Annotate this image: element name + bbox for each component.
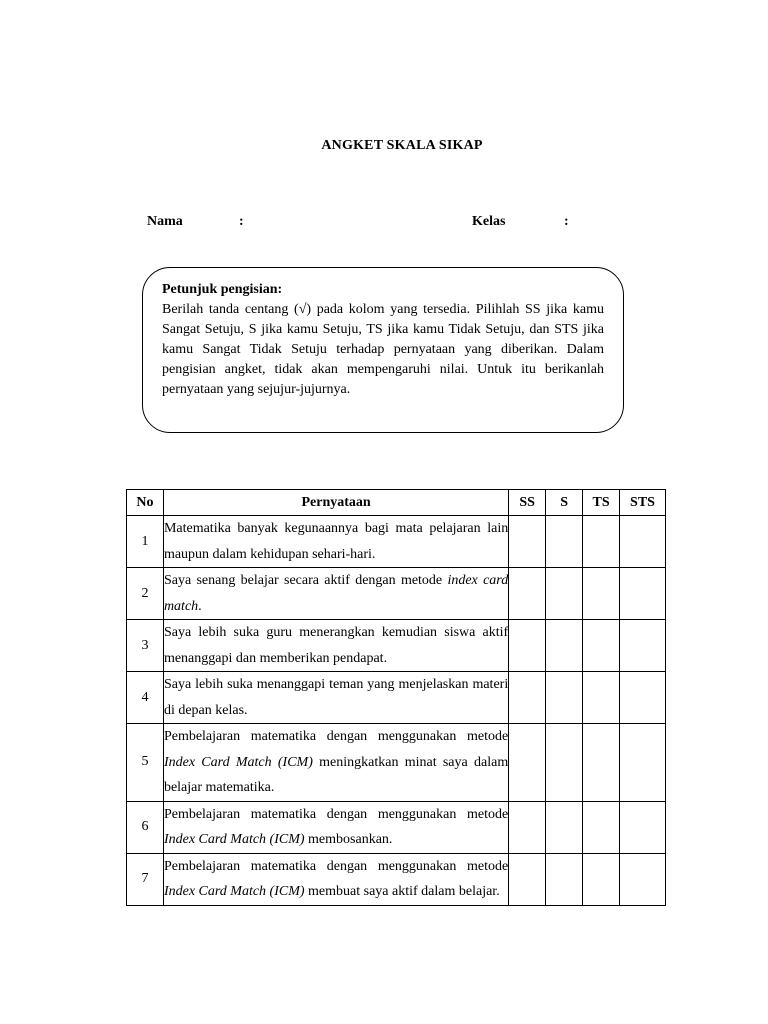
answer-cell-ss[interactable]	[509, 672, 546, 724]
answer-cell-s[interactable]	[546, 568, 583, 620]
table-row	[127, 516, 666, 568]
answer-cell-sts[interactable]	[620, 853, 666, 905]
row-number: 4	[127, 672, 164, 724]
answer-cell-ts[interactable]	[583, 724, 620, 802]
answer-cell-s[interactable]	[546, 853, 583, 905]
answer-cell-s[interactable]	[546, 724, 583, 802]
statement-text: Pembelajaran matematika dengan menggunakan metode	[163, 806, 509, 822]
nama-colon: :	[239, 214, 244, 229]
table-row	[127, 853, 666, 905]
instructions-heading: Petunjuk pengisian:	[162, 282, 283, 297]
statement-text: Pembelajaran matematika dengan menggunakan metode	[163, 729, 509, 744]
statement-text: Index Card Match (ICM)	[163, 884, 305, 899]
statement-text: Saya lebih suka guru menerangkan kemudian siswa aktif menanggapi dan memberikan pendapat.	[163, 625, 509, 666]
statement-text: Saya lebih suka menanggapi teman yang menjelaskan materi di depan kelas.	[163, 677, 509, 718]
table-body	[127, 516, 666, 906]
statement-cell	[163, 724, 508, 802]
table-row	[127, 568, 666, 620]
kelas-colon: :	[564, 214, 569, 229]
answer-cell-ss[interactable]	[509, 853, 546, 905]
statement-text: Index Card Match (ICM)	[163, 832, 305, 847]
answer-cell-ts[interactable]	[583, 672, 620, 724]
statement-text: meningkatkan minat saya dalam belajar matematika.	[163, 754, 509, 795]
table-row	[127, 724, 666, 802]
header-sts: STS	[620, 490, 666, 516]
statement-cell	[163, 672, 508, 724]
header-s: S	[546, 490, 583, 516]
table-row	[127, 620, 666, 672]
instructions-body: Berilah tanda centang (√) pada kolom yang tersedia. Pilihlah SS jika kamu Sangat Setuju, S jika kamu Setuju, TS jika kamu Tidak Setuju, dan STS jika kamu Sangat Tidak Setuju terhadap pernyataan yang diberikan. Dalam pengisian angket, tidak akan mempengaruhi nilai. Untuk itu berikanlah pernyataan yang sejujur-jujurnya.	[162, 302, 604, 397]
answer-cell-ss[interactable]	[509, 801, 546, 853]
answer-cell-ss[interactable]	[509, 724, 546, 802]
header-no: No	[127, 490, 164, 516]
table-header-row	[127, 490, 666, 516]
table-row	[127, 801, 666, 853]
statement-text: Index Card Match (ICM)	[163, 754, 313, 770]
statement-text: Saya senang belajar secara aktif dengan metode	[163, 573, 448, 588]
statement-text: membuat saya aktif dalam belajar.	[304, 884, 500, 899]
row-number: 3	[127, 620, 164, 672]
row-number: 6	[127, 801, 164, 853]
answer-cell-ts[interactable]	[583, 801, 620, 853]
row-number: 2	[127, 568, 164, 620]
instructions-box	[142, 267, 624, 433]
kelas-label: Kelas	[472, 214, 506, 229]
answer-cell-sts[interactable]	[620, 724, 666, 802]
answer-cell-ss[interactable]	[509, 568, 546, 620]
answer-cell-s[interactable]	[546, 672, 583, 724]
document-title: ANGKET SKALA SIKAP	[321, 138, 483, 153]
answer-cell-sts[interactable]	[620, 620, 666, 672]
answer-cell-ss[interactable]	[509, 516, 546, 568]
header-ss: SS	[509, 490, 546, 516]
answer-cell-ss[interactable]	[509, 620, 546, 672]
statement-text: Pembelajaran matematika dengan menggunakan metode	[163, 858, 509, 874]
answer-cell-ts[interactable]	[583, 568, 620, 620]
answer-cell-sts[interactable]	[620, 516, 666, 568]
statement-cell	[163, 801, 508, 853]
statement-cell	[163, 568, 508, 620]
answer-cell-ts[interactable]	[583, 620, 620, 672]
statement-text: Matematika banyak kegunaannya bagi mata pelajaran lain maupun dalam kehidupan sehari-hari.	[163, 521, 509, 562]
answer-cell-s[interactable]	[546, 801, 583, 853]
statement-text: .	[198, 598, 202, 614]
row-number: 7	[127, 853, 164, 905]
answer-cell-s[interactable]	[546, 620, 583, 672]
statement-text: membosankan.	[304, 832, 393, 847]
statement-cell	[163, 853, 508, 905]
answer-cell-ts[interactable]	[583, 516, 620, 568]
statement-text: index card match	[163, 573, 509, 614]
answer-cell-ts[interactable]	[583, 853, 620, 905]
answer-cell-sts[interactable]	[620, 672, 666, 724]
answer-cell-s[interactable]	[546, 516, 583, 568]
nama-label: Nama	[147, 214, 183, 229]
header-ts: TS	[583, 490, 620, 516]
table-row	[127, 672, 666, 724]
statement-cell	[163, 516, 508, 568]
answer-cell-sts[interactable]	[620, 568, 666, 620]
attitude-scale-table	[126, 489, 666, 906]
row-number: 1	[127, 516, 164, 568]
row-number: 5	[127, 724, 164, 802]
header-pernyataan: Pernyataan	[163, 490, 508, 516]
answer-cell-sts[interactable]	[620, 801, 666, 853]
statement-cell	[163, 620, 508, 672]
